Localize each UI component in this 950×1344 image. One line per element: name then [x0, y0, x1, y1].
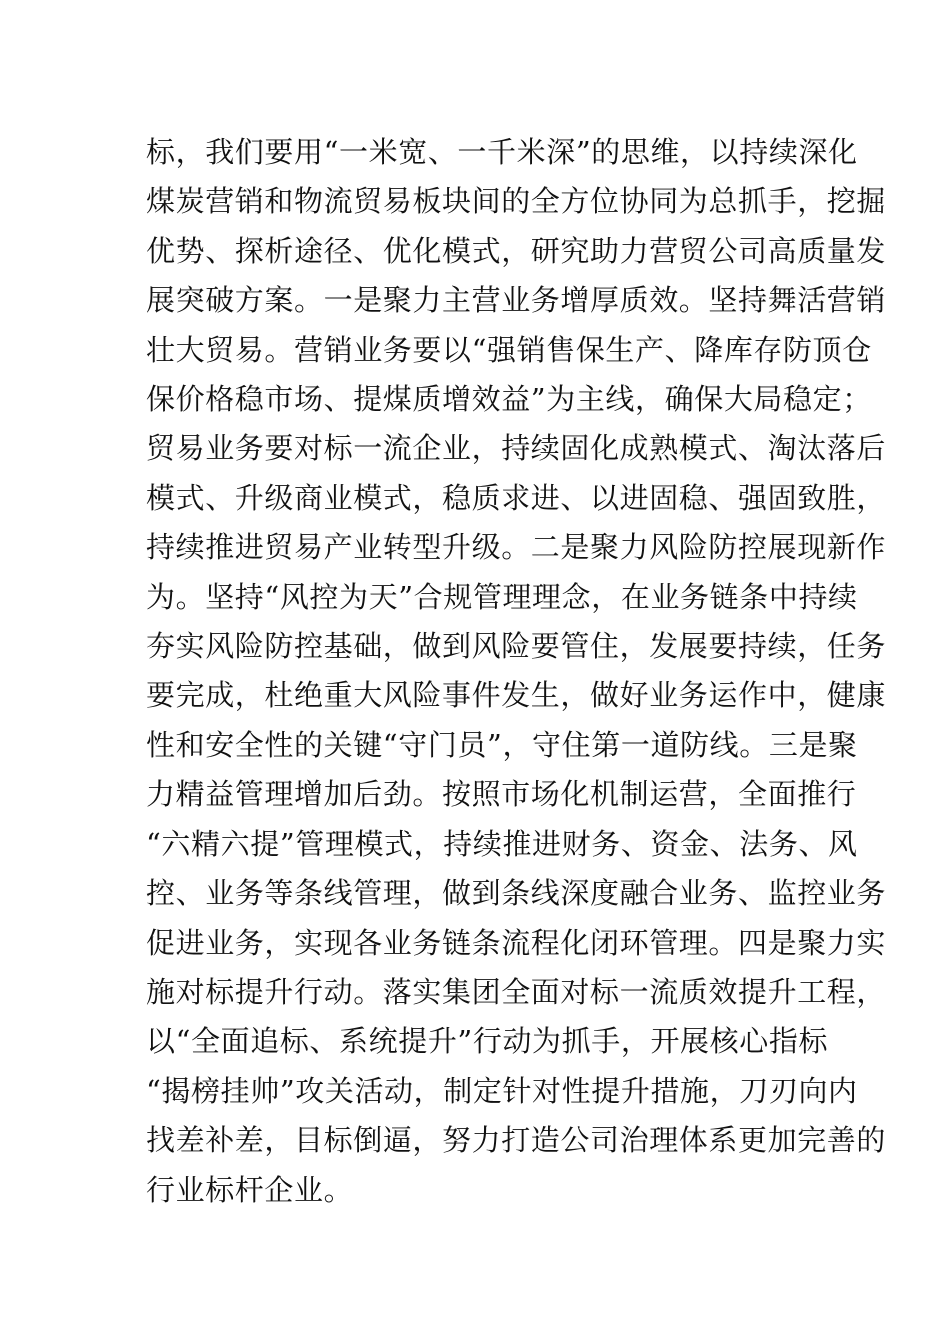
text-line: 性和安全性的关键“守门员”，守住第一道防线。三是聚: [146, 727, 858, 762]
text-line: 力精益管理增加后劲。按照市场化机制运营，全面推行: [146, 777, 857, 812]
text-line: “揭榜挂帅”攻关活动，制定针对性提升措施，刀刃向内: [146, 1073, 858, 1108]
text-line: 煤炭营销和物流贸易板块间的全方位协同为总抓手，挖掘: [146, 184, 887, 219]
text-line: 为。坚持“风控为天”合规管理理念，在业务链条中持续: [146, 579, 858, 614]
text-line: 模式、升级商业模式，稳质求进、以进固稳、强固致胜，: [146, 480, 887, 515]
text-line: 展突破方案。一是聚力主营业务增厚质效。坚持舞活营销: [146, 283, 887, 318]
text-line: 控、业务等条线管理，做到条线深度融合业务、监控业务: [146, 876, 887, 911]
text-line: 找差补差，目标倒逼，努力打造公司治理体系更加完善的: [146, 1123, 887, 1158]
text-line: 贸易业务要对标一流企业，持续固化成熟模式、淘汰落后: [146, 431, 887, 466]
text-line: 促进业务，实现各业务链条流程化闭环管理。四是聚力实: [146, 925, 887, 960]
text-line: 标，我们要用“一米宽、一千米深”的思维，以持续深化: [146, 135, 858, 169]
text-line: 壮大贸易。营销业务要以“强销售保生产、降库存防顶仓: [146, 332, 872, 367]
text-line: 行业标杆企业。: [146, 1172, 354, 1207]
text-line: 持续推进贸易产业转型升级。二是聚力风险防控展现新作: [146, 530, 887, 565]
text-line: 优势、探析途径、优化模式，研究助力营贸公司高质量发: [146, 233, 887, 268]
text-line: “六精六提”管理模式，持续推进财务、资金、法务、风: [146, 826, 858, 861]
body-paragraph: [146, 128, 887, 1215]
text-line: 夯实风险防控基础，做到风险要管住，发展要持续，任务: [146, 629, 887, 664]
text-line: 保价格稳市场、提煤质增效益”为主线，确保大局稳定；: [146, 382, 872, 417]
text-line: 要完成，杜绝重大风险事件发生，做好业务运作中，健康: [146, 678, 887, 713]
text-line: 以“全面追标、系统提升”行动为抓手，开展核心指标: [146, 1024, 829, 1059]
text-line: 施对标提升行动。落实集团全面对标一流质效提升工程，: [146, 974, 887, 1009]
